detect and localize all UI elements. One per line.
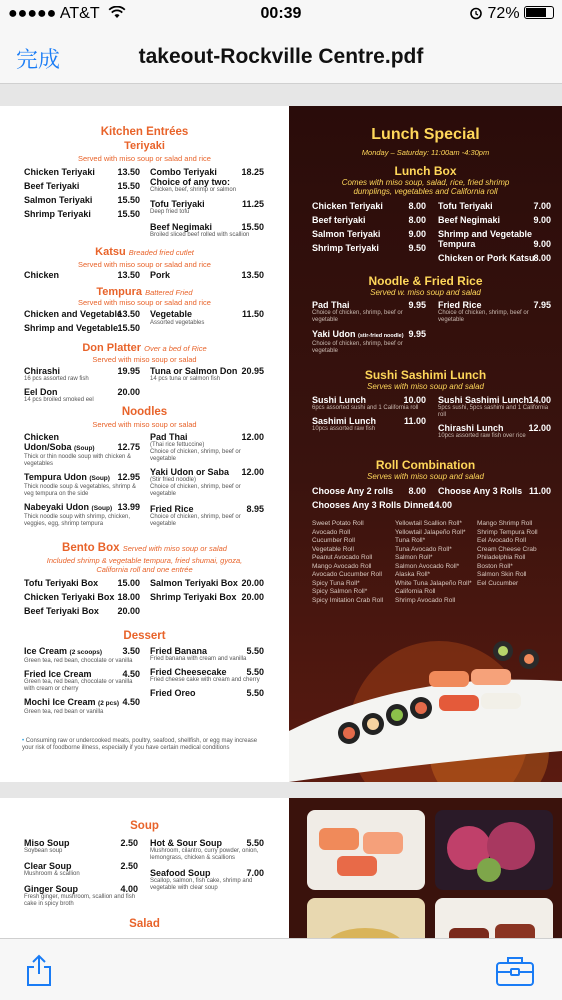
menu-item: Vegetable 11.50 [150,309,264,319]
item-subtitle: Choice of any two: [150,177,231,187]
menu-item: Yaki Udon or Saba 12.00 [150,467,264,477]
item-description: Thick or thin noodle soup with chicken & vegetables [24,454,132,467]
item-description: Choice of chicken, shrimp, beef or vegetable [150,484,241,497]
alarm-icon [469,6,483,20]
roll-item: Cucumber Roll [312,537,355,544]
roll-item: Philadelphia Roll [477,554,526,561]
roll-item: Salmon Avocado Roll* [395,562,460,570]
clock: 00:39 [260,5,302,22]
section-title: Tempura Battered Fried [96,286,193,298]
menu-item: Miso Soup 2.50 [24,838,138,848]
roll-item: Spicy Imitation Crab Roll [312,596,384,604]
menu-item: Eel Don 20.00 [24,387,140,397]
document-title: takeout-Rockville Centre.pdf [138,45,424,68]
item-description: Green tea, red bean or vanilla [24,709,104,715]
menu-item: Chicken Teriyaki 8.00 [312,201,426,211]
section-title: Roll Combination [375,458,476,472]
menu-item: Salmon Teriyaki 15.50 [24,195,140,205]
section-title: Noodles [121,406,168,418]
item-description: 14 pcs tuna or salmon fish [150,376,221,382]
item-description: Assorted vegetables [150,320,205,326]
done-button[interactable]: 完成 [16,47,61,72]
menu-item: Fried Banana 5.50 [150,646,264,656]
roll-item: Tuna Avocado Roll* [395,545,452,553]
don-right [150,366,264,383]
section-subtitle: Served with miso soup or salad [92,355,197,364]
soup-salad-column [0,798,289,938]
menu-item: Fried Ice Cream 4.50 [24,669,140,679]
battery-percent: 72% [487,5,520,22]
menu-item: Chirashi 19.95 [24,366,140,376]
section-title: Lunch Box [394,164,457,178]
menu-item: Shrimp Teriyaki 9.50 [312,243,426,253]
menu-item: Chicken Teriyaki 13.50 [24,167,140,177]
roll-list-2 [395,520,485,605]
item-description: Green tea, red bean, chocolate or vanilla [24,658,133,664]
menu-item: Clear Soup 2.50 [24,861,138,871]
item-description: Chicken, beef, shrimp or salmon [150,187,237,193]
section-subtitle: Served with miso soup or salad [92,420,197,429]
sushi-platter-image [289,611,562,782]
noodles-right [150,432,264,528]
menu-item: Shrimp and Vegetable 15.50 [24,323,140,333]
menu-item: Beef Teriyaki Box 20.00 [24,606,140,616]
item-description: 14 pcs broiled smoked eel [24,397,94,403]
roll-item: Yellowtail Scallion Roll* [395,520,462,527]
menu-item: Chirashi Lunch 12.00 [438,423,551,433]
menu-item: Hot & Sour Soup 5.50 [150,838,264,848]
roll-list-1 [312,520,397,605]
bento-left [24,578,140,620]
item-subtitle: (Thai rice fettuccine) [150,442,205,448]
menu-item: Chicken and Vegetable 13.50 [24,309,140,319]
dessert-left [24,646,140,716]
roll-item: Eel Avocado Roll [477,537,527,544]
menu-item: Fried Oreo 5.50 [150,688,264,698]
menu-item: Sashimi Lunch 11.00 [312,416,426,426]
soup-right [150,838,264,892]
section-title: Sushi Sashimi Lunch [364,368,487,382]
roll-item: Boston Roll* [477,562,513,570]
menu-item: Tofu Teriyaki 7.00 [438,201,551,211]
kitchen-entrees-column [0,106,289,782]
section-title: Kitchen Entrées [100,126,189,138]
item-description: Deep fried tofu [150,209,190,215]
menu-item: Beef Teriyaki 15.50 [24,181,140,191]
roll-item: Spicy Tuna Roll* [312,579,360,587]
menu-item: Shrimp Teriyaki Box 20.00 [150,592,264,602]
battery-status [469,5,554,23]
section-subtitle: Served with miso soup or salad and rice [78,260,211,269]
roll-item: California Roll [395,588,436,595]
menu-item: Tofu Teriyaki Box 15.00 [24,578,140,588]
menu-item: Chooses Any 3 Rolls Dinner 14.00 [312,500,452,510]
menu-item: Pad Thai 9.95 [312,300,426,310]
dessert-right [150,646,264,698]
roll-item: Cream Cheese Crab [477,545,537,553]
noodles-left [24,432,140,528]
menu-item: Shrimp and Vegetable [438,229,533,239]
menu-item: Chicken 13.50 [24,270,140,280]
menu-item: Beef Negimaki 15.50 [150,222,264,232]
menu-item: Nabeyaki Udon (Soup) 13.99 [24,502,140,512]
don-left [24,366,140,404]
item-description: 16 pcs assorted raw fish [24,376,89,382]
menu-item: Sushi Sashimi Lunch 14.00 [438,395,551,405]
section-subtitle: Serves with miso soup and salad [367,382,484,391]
section-title: Soup [130,820,159,832]
roll-item: Avocado Roll [312,528,351,536]
menu-item: Choose Any 3 Rolls 11.00 [438,486,551,496]
status-bar [0,0,562,30]
lunch-noodle-left [312,300,426,355]
section-title: Katsu Breaded fried cutlet [95,246,194,258]
bottom-toolbar [0,938,562,1000]
food-safety-warning: • Consuming raw or undercooked meats, poultry, seafood, shellfish, or egg may increase your risk of foodborne illness, especially if you have certain medical conditions [22,738,258,751]
section-subtitle: Comes with miso soup, salad, rice, fried shrimp dumplings, vegetables and California roll [341,178,510,196]
menu-item: Ginger Soup 4.00 [24,884,138,894]
roll-item: Spicy Salmon Roll* [312,588,368,595]
menu-item: Salmon Teriyaki 9.00 [312,229,426,239]
roll-item: Avocado Cucumber Roll [312,571,382,578]
section-title: Dessert [123,630,166,642]
battery-icon [524,6,554,19]
section-subtitle: Served with miso soup or salad and rice [78,154,211,163]
item-description: 5pcs sushi, 5pcs sashimi and 1 California roll [438,405,549,418]
section-title: Teriyaki [124,140,165,152]
lunch-box-right [438,201,551,267]
roll-item: Mango Avocado Roll [312,562,372,570]
menu-item: Chicken [24,432,60,442]
roll-item: Salmon Skin Roll [477,571,527,578]
menu-item: Fried Cheesecake 5.50 [150,667,264,677]
menu-item: Chicken or Pork Katsu 8.00 [438,253,551,263]
menu-item: Chicken Teriyaki Box 18.00 [24,592,140,602]
menu-item: Fried Rice 7.95 [438,300,551,310]
item-description: Choice of chicken, shrimp, beef or vegetable [312,341,403,354]
section-title: Salad [129,918,160,930]
item-description: Fried cheese cake with cream and cherry [150,677,260,683]
item-description: Mushroom, cilantro, curry powder, onion, lemongrass, chicken & scallions [150,848,259,861]
menu-item: Pad Thai 12.00 [150,432,264,442]
menu-item: Seafood Soup 7.00 [150,868,264,878]
lunch-hours: Monday – Saturday: 11:00am -4:30pm [361,148,490,157]
item-description: 10pcs assorted raw fish [312,426,376,432]
menu-item: Pork 13.50 [150,270,264,280]
roll-item: Alaska Roll* [395,571,431,578]
item-description: Green tea, red bean, chocolate or vanilla with cream or cherry [24,679,133,692]
item-description: Choice of chicken, shrimp, beef or vegetable [312,310,403,323]
item-description: Fresh ginger, mushroom, scallion and fish cake in spicy broth [24,894,136,907]
item-description: 10pcs assorted raw fish over rice [438,433,526,439]
soup-left [24,838,138,908]
lunch-sushi-right [438,395,551,440]
menu-item: Shrimp Teriyaki 15.50 [24,209,140,219]
menu-item: Beef Negimaki 9.00 [438,215,551,225]
roll-item: Vegetable Roll [312,545,354,553]
menu-item: Tempura 9.00 [438,239,551,249]
item-description: Thick noodle soup & vegetables, shrimp & veg tempura on the side [24,484,137,497]
item-description: 6pcs assorted sushi and 1 California roll [312,405,419,411]
section-subtitle: Served with miso soup or salad and rice [78,298,211,307]
lunch-box-left [312,201,426,257]
menu-item: Mochi Ice Cream (2 pcs) 4.50 [24,697,140,707]
lunch-sushi-left [312,395,426,433]
roll-item: Peanut Avocado Roll [312,554,373,561]
section-subtitle: Included shrimp & vegetable tempura, fried shumai, gyoza, California roll and one entrée [46,556,243,574]
roll-item: White Tuna Jalapeño Roll* [395,579,472,587]
item-description: Thick noodle soup with shrimp, chicken, veggies, egg, shrimp tempura [24,514,131,527]
menu-item: Combo Teriyaki 18.25 [150,167,264,177]
item-description: Scallop, salmon, fish cake, shrimp and vegetable with clear soup [150,878,253,891]
share-icon[interactable] [24,953,54,987]
section-subtitle: Served w. miso soup and salad [370,288,481,297]
section-title: Don Platter Over a bed of Rice [82,342,207,354]
carrier-signal: ●●●●● AT&T [8,5,126,23]
food-photos [289,798,562,938]
section-subtitle: Serves with miso soup and salad [367,472,484,481]
menu-item: Tempura Udon (Soup) 12.95 [24,472,140,482]
roll-item: Shrimp Avocado Roll [395,596,456,604]
roll-item: Shrimp Tempura Roll [477,528,538,536]
pdf-page-1 [0,106,562,782]
roll-item: Sweet Potato Roll [312,520,364,527]
item-description: Fried banana with cream and vanilla [150,656,247,662]
roll-item: Yellowtail Jalapeño Roll* [395,528,466,536]
item-description: Choice of chicken, shrimp, beef or vegetable [438,310,529,323]
lunch-noodle-right [438,300,551,324]
toolbox-icon[interactable] [494,955,536,987]
roll-item: Eel Cucumber [477,579,519,587]
pdf-page-2 [0,798,562,938]
item-description: Choice of chicken, shrimp, beef or vegetable [150,514,241,527]
section-title: Bento Box Served with miso soup or salad [62,542,227,554]
menu-item: Sushi Lunch 10.00 [312,395,426,405]
item-description: Broiled sliced beef rolled with scallion [150,232,250,238]
item-description: Choice of chicken, shrimp, beef or vegetable [150,449,241,462]
menu-item: Salmon Teriyaki Box 20.00 [150,578,264,588]
menu-item: Ice Cream (2 scoops) 3.50 [24,646,140,656]
lunch-special-column [289,106,562,782]
teriyaki-left [24,167,140,223]
menu-item: Tuna or Salmon Don 20.95 [150,366,264,376]
teriyaki-right [150,167,264,239]
bento-right [150,578,264,606]
navigation-bar [0,30,562,84]
roll-item: Mango Shrimp Roll [477,520,533,527]
menu-item: Tofu Teriyaki 11.25 [150,199,264,209]
roll-item: Tuna Roll* [395,537,426,544]
roll-item: Salmon Roll* [395,554,433,561]
menu-item: Fried Rice 8.95 [150,504,264,514]
pdf-viewer[interactable] [0,84,562,938]
section-title: Noodle & Fried Rice [368,274,483,288]
lunch-special-title: Lunch Special [371,126,480,143]
menu-item: Choose Any 2 rolls 8.00 [312,486,426,496]
food-photo-column [289,798,562,938]
menu-item: Udon/Soba (Soup) 12.75 [24,442,140,452]
item-description: Soybean soup [24,848,63,854]
roll-list-3 [477,520,559,588]
menu-item: Beef teriyaki 8.00 [312,215,426,225]
item-subtitle: (Stir fried noodle) [150,477,197,483]
menu-item: Yaki Udon (stir-fried noodle) 9.95 [312,329,426,339]
item-description: Mushroom & scallion [24,871,80,877]
